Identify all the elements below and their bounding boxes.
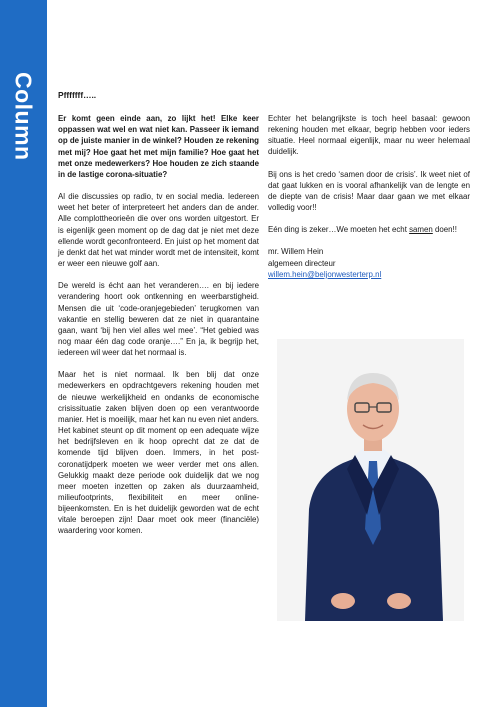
signature-block [268, 246, 470, 279]
author-name: mr. Willem Hein [268, 247, 324, 257]
body-paragraph: De wereld is écht aan het veranderen…. en bij iedere verandering hoort ook ontkenning en weerbarstigheid. Mensen die uit ‘code-oranjegebieden’ terugkomen van vakantie en stellig beweren dat ze niet in quarantaine gaan, want ‘bij hen viel alles wel mee’. “Het gebied was nog maar één dag code oranje….” En ja, ik begrijp het, iedereen wil weer dat het normaal is. [58, 281, 259, 358]
lead-paragraph: Er komt geen einde aan, zo lijkt het! Elke keer oppassen wat wel en wat niet kan. Passeer ik iemand op de juiste manier in de winkel? Houden ze rekening met mij? Hoe gaat het met mijn familie? Hoe gaat het met onze medewerkers? Hoe houden ze zich staande in de lastige corona-situatie? [58, 114, 259, 179]
body-paragraph: Bij ons is het credo ‘samen door de crisis’. Ik weet niet of dat gaat lukken en is vooral afhankelijk van de lengte en de diepte van de crisis! Maar daar gaan we met elkaar volledig voor!! [268, 169, 470, 213]
body-paragraph: Maar het is niet normaal. Ik ben blij dat onze medewerkers en opdrachtgevers rekening houden met de nieuwe werkelijkheid en ondanks de economische crisissituatie zaken blijven doen op een verantwoorde manier. Het is moeilijk, maar het kan nu even niet anders. Het kabinet steunt op dit moment op een adequate wijze het bedrijfsleven en ik hoop oprecht dat ze dat de komende tijd blijven doen. Immers, in het post-coronatijdperk moeten we weer verder met ons allen. Gelukkig maakt deze periode ook duidelijk dat we nog meer moeten inzetten op zaken als duurzaamheid, milieufootprints, flexibiliteit en meer online-bijeenkomsten. En is het duidelijk geworden wat de echt vitale beroepen zijn! Daar moet ook meer (financiële) waardering voor komen. [58, 370, 259, 536]
column-label: Column [10, 72, 37, 161]
body-paragraph: Echter het belangrijkste is toch heel basaal: gewoon rekening houden met elkaar, begrip hebben voor ieders situatie. Heel normaal eigenlijk, maar nu weer helemaal duidelijk. [268, 114, 470, 157]
closing-paragraph: Eén ding is zeker…We moeten het echt samen doen!! [268, 225, 457, 235]
body-paragraph: Al die discussies op radio, tv en social media. Iedereen weet het beter of interpreteert het anders dan de ander. Alle complottheorieën die over ons worden uitgestort. Er is eigenlijk geen moment op de dag dat je niet met deze ellende wordt geconfronteerd. En juist op het moment dat je denkt dat het wat minder wordt met de intensiteit, komt er weer een nieuwe golf aan. [58, 192, 259, 269]
email-link[interactable]: willem.hein@beljonwesterterp.nl [268, 269, 382, 279]
author-portrait [277, 339, 464, 621]
emphasis-word: samen [409, 225, 433, 235]
left-column [58, 90, 259, 548]
article-heading: Pfffffff….. [58, 90, 97, 100]
right-column [268, 113, 470, 280]
portrait-illustration [277, 339, 464, 621]
author-role: algemeen directeur [268, 258, 336, 268]
